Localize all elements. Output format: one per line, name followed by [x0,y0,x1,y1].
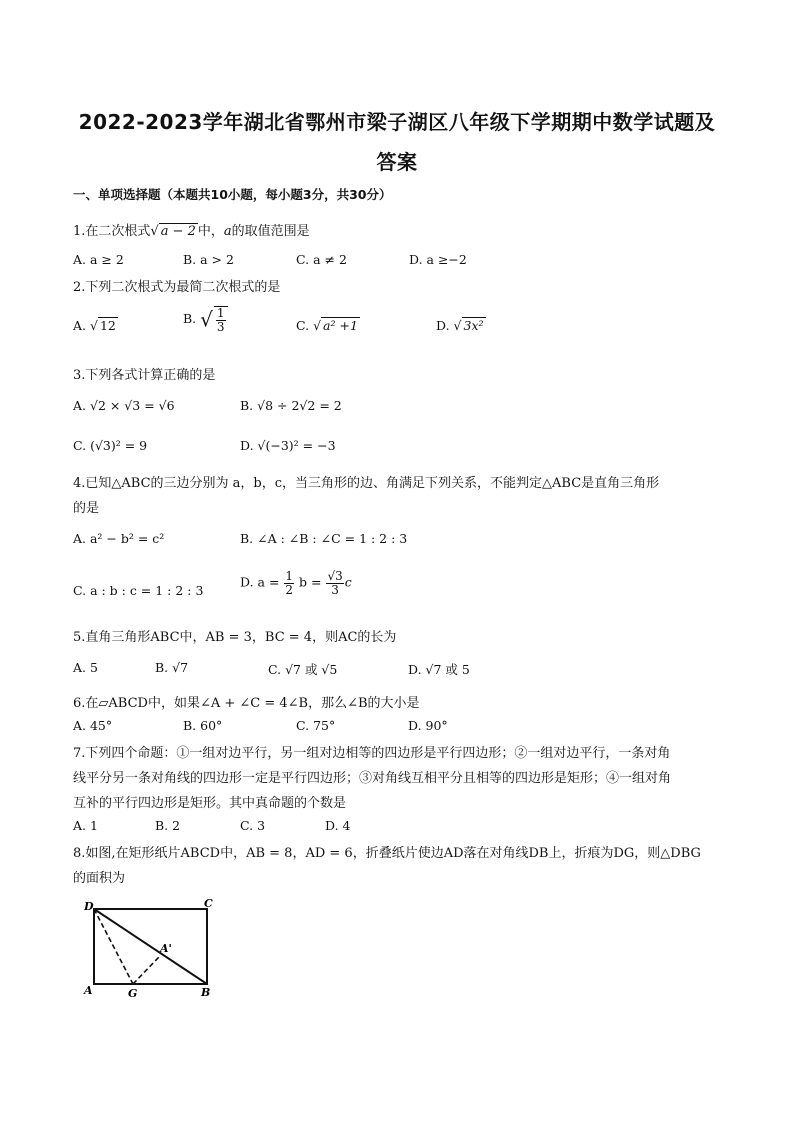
q1-option-b: B. a > 2 [183,252,234,267]
q8-stem-line-2: 的面积为 [73,871,126,886]
q2-option-b: B. √ $\frac{1}{3}$ [183,306,229,333]
q3-option-b: B. √8 ÷ 2√2 = 2 [240,398,342,413]
q5-option-a: A. 5 [73,660,98,675]
label-b: B [201,986,211,999]
q6-option-a: A. 45° [73,718,113,733]
q1-radicand: a − 2 [160,224,196,239]
q2-c-radicand: a² +1 [323,318,358,333]
q2-b-label: B. [183,311,197,327]
title-line-2: 答案 [376,150,418,174]
q1-stem-a: 1.在二次根式 [73,224,151,239]
q6-option-d: D. 90° [408,718,448,733]
q1-option-c: C. a ≠ 2 [296,252,347,267]
q2-option-d: D. √ 3x² [436,318,484,333]
q3-option-c: C. (√3)² = 9 [73,438,148,453]
q2-option-a: A. √ 12 [73,318,116,333]
q4-option-a: A. a² − b² = c² [73,531,165,546]
q6-stem: 6.在▱ABCD中，如果∠A + ∠C = 4∠B，那么∠B的大小是 [73,696,420,711]
label-c: C [204,897,213,910]
q4-d-prefix: D. a = [240,574,280,590]
q4-d-f1-num: 1 [285,569,294,583]
q1-stem: 1.在二次根式√ a − 2 中，a的取值范围是 [73,224,310,239]
q2-stem: 2.下列二次根式为最简二次根式的是 [73,280,281,295]
rectangle-fold-figure [82,896,222,1006]
q2-c-label: C. [296,318,310,333]
q1-var: a [223,224,232,239]
q3-stem: 3.下列各式计算正确的是 [73,368,216,383]
q2-a-radicand: 12 [99,318,116,333]
q1-stem-b: 中， [197,224,224,239]
q5-option-b: B. √7 [155,660,189,675]
q4-option-b: B. ∠A : ∠B : ∠C = 1 : 2 : 3 [240,531,408,546]
q4-stem-line-1: 4.已知△ABC的三边分别为 a，b，c，当三角形的边、角满足下列关系，不能判定△ABC是直角三角形 [73,476,660,491]
label-d: D [84,900,94,913]
q6-option-c: C. 75° [296,718,336,733]
q4-option-d [240,570,352,596]
fold-ga1 [133,957,159,984]
q7-option-d: D. 4 [325,818,351,833]
q2-b-num: 1 [216,306,225,320]
title-line-1: 2022-2023学年湖北省鄂州市梁子湖区八年级下学期期中数学试题及 [78,110,716,134]
q4-d-fraction-1 [284,570,294,596]
q1-option-a: A. a ≥ 2 [73,252,124,267]
diagonal-db [94,909,207,984]
q2-d-label: D. [436,318,450,333]
q4-d-mid: b = [299,574,322,590]
q2-b-fraction [214,306,228,333]
label-a: A [84,984,93,997]
q3-option-a: A. √2 × √3 = √6 [73,398,175,413]
section-heading: 一、单项选择题（本题共10小题，每小题3分，共30分） [73,187,392,202]
q7-option-c: C. 3 [240,818,266,833]
q2-a-label: A. [73,318,87,333]
q5-stem: 5.直角三角形ABC中，AB = 3，BC = 4，则AC的长为 [73,630,397,645]
q4-d-f1-den: 2 [285,582,294,597]
q4-d-f2-num: √3 [327,569,343,583]
q2-d-radicand: 3x² [463,318,484,333]
q8-stem-line-1: 8.如图,在矩形纸片ABCD中，AB = 8，AD = 6，折叠纸片使边AD落在对角线DB上，折痕为DG，则△DBG [73,846,701,861]
q4-option-c: C. a : b : c = 1 : 2 : 3 [73,583,204,598]
q4-d-f2-den: 3 [331,582,339,597]
q4-stem-line-2: 的是 [73,501,100,516]
q5-option-c: C. √7 或 √5 [268,662,338,677]
q7-stem-line-2: 线平分另一条对角线的四边形一定是平行四边形；③对角线互相平分且相等的四边形是矩形；④一组对角 [73,771,672,786]
q3-option-d: D. √(−3)² = −3 [240,438,336,453]
fold-dg [94,909,133,984]
label-a-prime: A' [160,942,172,955]
q4-d-suffix: c [344,574,352,590]
q2-b-den: 3 [216,319,225,334]
q6-option-b: B. 60° [183,718,223,733]
q7-stem-line-1: 7.下列四个命题：①一组对边平行，另一组对边相等的四边形是平行四边形；②一组对边平行，一条对角 [73,746,671,761]
q7-stem-line-3: 互补的平行四边形是矩形。其中真命题的个数是 [73,796,347,811]
q4-d-fraction-2 [326,570,343,596]
q2-option-c: C. √ a² +1 [296,318,358,333]
q1-stem-c: 的取值范围是 [231,224,310,239]
q5-option-d: D. √7 或 5 [408,662,470,677]
q7-option-b: B. 2 [155,818,181,833]
label-g: G [128,987,138,1000]
q1-option-d: D. a ≥−2 [409,252,467,267]
q7-option-a: A. 1 [73,818,98,833]
